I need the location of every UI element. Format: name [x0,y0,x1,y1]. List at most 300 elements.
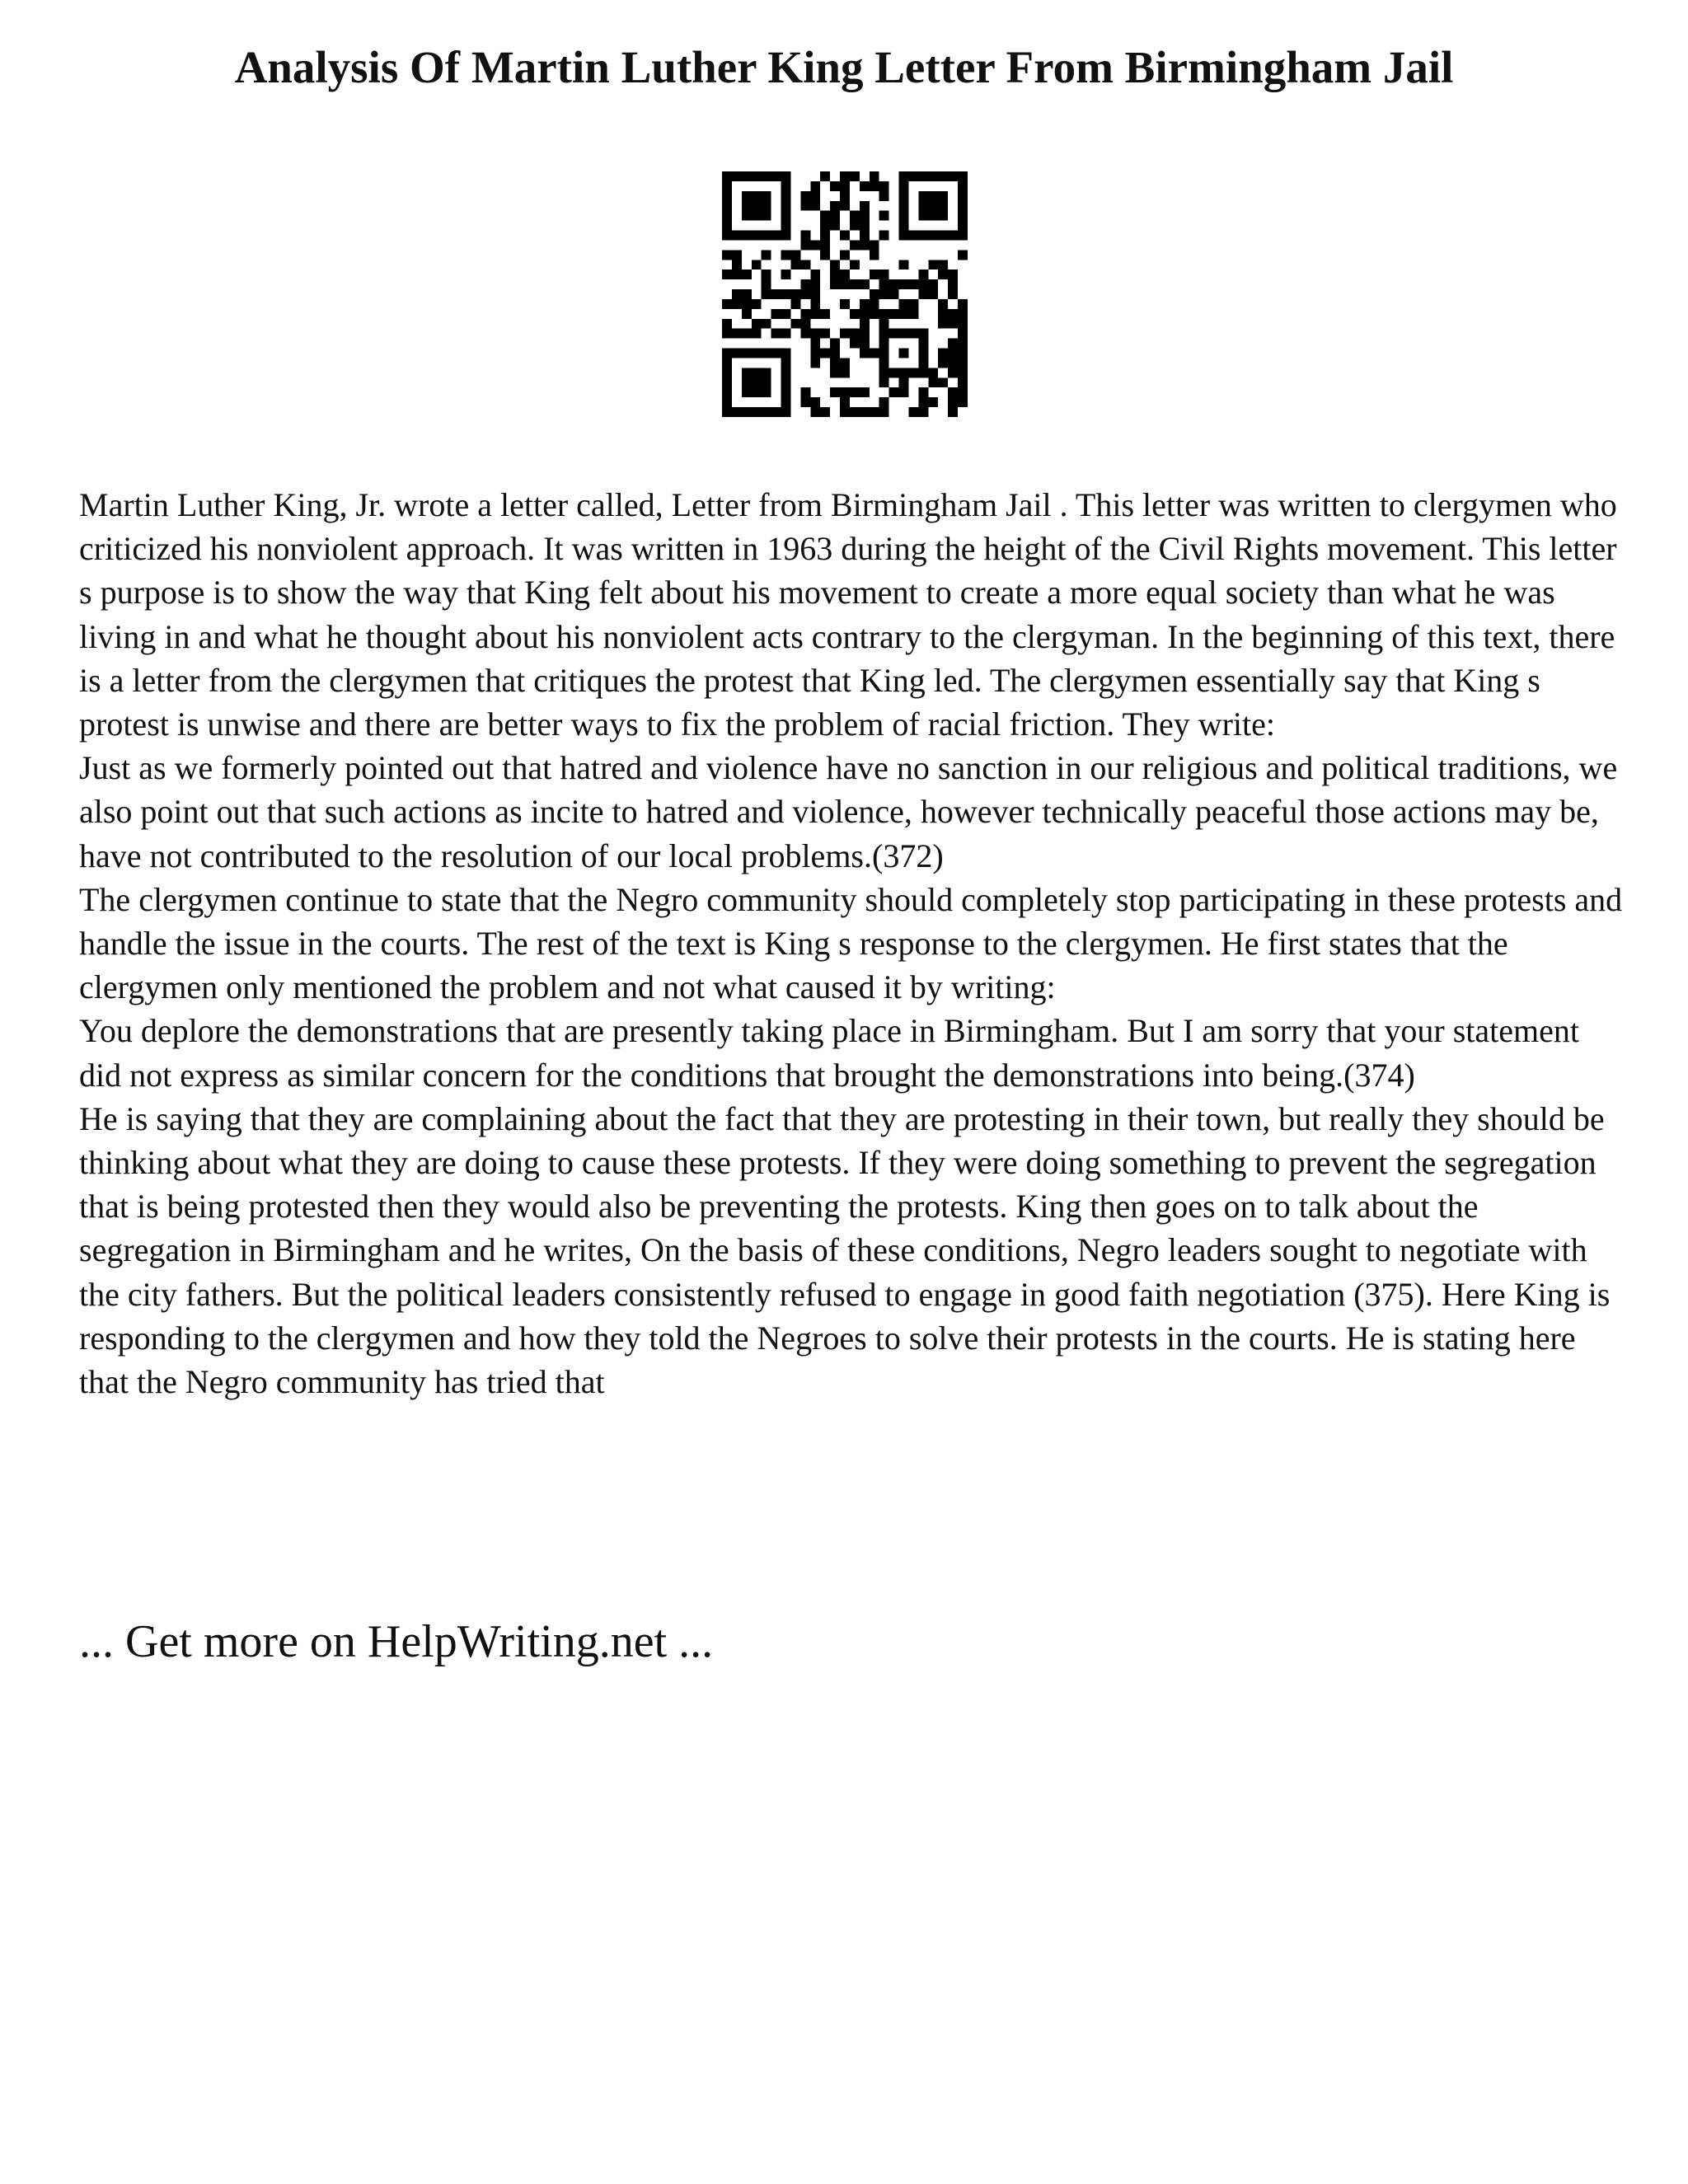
qr-module [908,171,918,181]
qr-module [800,319,810,329]
qr-module [879,211,889,221]
qr-module [850,171,860,181]
qr-module [800,279,810,289]
qr-module [830,201,840,211]
qr-module [840,181,850,191]
qr-module [810,289,820,299]
qr-module [830,260,840,269]
qr-module [752,349,762,359]
document-body [79,483,1629,1404]
qr-module [879,319,889,329]
qr-module [722,191,732,201]
qr-module [800,231,810,241]
qr-module [781,221,791,231]
qr-module [918,211,928,221]
qr-module [899,260,909,269]
qr-module [840,231,850,241]
qr-module [928,191,938,201]
qr-module [948,368,958,377]
qr-module [899,279,909,289]
qr-module [928,377,938,387]
qr-module [899,221,909,231]
qr-module [742,309,752,319]
qr-module [948,279,958,289]
qr-module [918,407,928,417]
qr-module [958,299,968,309]
qr-module [860,329,870,339]
qr-module [958,329,968,339]
qr-module [938,171,948,181]
qr-module [762,289,771,299]
qr-module [879,309,889,319]
qr-module [790,319,800,329]
qr-module [958,191,968,201]
qr-module [820,407,830,417]
qr-module [820,221,830,231]
qr-module [879,377,889,387]
qr-module [722,299,732,309]
qr-module [771,171,781,181]
qr-code-graphic [722,171,968,417]
qr-module [899,299,909,309]
qr-module [948,358,958,368]
qr-module [762,279,771,289]
qr-module [762,171,771,181]
qr-module [908,407,918,417]
qr-module [918,171,928,181]
qr-module [722,269,732,279]
qr-module [722,387,732,397]
qr-module [790,260,800,269]
qr-module [918,231,928,241]
qr-module [742,289,752,299]
qr-module [948,339,958,349]
qr-module [860,309,870,319]
qr-module [732,269,742,279]
qr-module [800,329,810,339]
qr-module [840,269,850,279]
qr-module [781,211,791,221]
qr-module [850,407,860,417]
qr-module [840,299,850,309]
qr-module [762,191,771,201]
qr-module [938,349,948,359]
qr-module [781,309,791,319]
qr-module [860,299,870,309]
qr-module [820,231,830,241]
qr-module [870,250,879,260]
qr-module [722,181,732,191]
qr-module [762,211,771,221]
qr-module [722,368,732,377]
qr-module [800,240,810,250]
qr-module [850,329,860,339]
body-paragraph: Martin Luther King, Jr. wrote a letter called, Letter from Birmingham Jail . This letter was written to clergymen who criticized his nonviolent approach. It was written in 1963 during the height of the Civil Rights movement. This letter s purpose is to show the way that King felt about his movement to create a more equal society than what he was living in and what he thought about his nonviolent acts contrary to the clergyman. In the beginning of this text, there is a letter from the clergymen that critiques the protest that King led. The clergymen essentially say that King s protest is unwise and there are better ways to fix the problem of racial friction. They write: [79,486,1617,743]
qr-module [860,240,870,250]
qr-module [742,387,752,397]
qr-module [752,201,762,211]
qr-module [781,171,791,181]
qr-module [899,309,909,319]
qr-module [918,368,928,377]
qr-module [928,368,938,377]
body-paragraph: He is saying that they are complaining about the fact that they are protesting in their town, but really they should be thinking about what they are doing to cause these protests. If they were doing something to prevent the segregation that is being protested then they would also be preventing the protests. King then goes on to talk about the segregation in Birmingham and he writes, On the basis of these conditions, Negro leaders sought to negotiate with the city fathers. But the political leaders consistently refused to engage in good faith negotiation (375). Here King is responding to the clergymen and how they told the Negroes to solve their protests in the courts. He is stating here that the Negro community has tried that [79,1099,1611,1401]
qr-module [958,211,968,221]
qr-module [810,191,820,201]
qr-module [938,299,948,309]
qr-module [762,231,771,241]
qr-module [732,250,742,260]
qr-module [830,279,840,289]
qr-module [771,349,781,359]
qr-module [860,231,870,241]
qr-module [948,397,958,407]
qr-module [889,368,899,377]
qr-module [840,397,850,407]
qr-module [938,358,948,368]
qr-module [850,279,860,289]
qr-module [928,279,938,289]
qr-module [742,191,752,201]
qr-module [742,211,752,221]
qr-module [840,387,850,397]
qr-module [879,231,889,241]
qr-module [752,211,762,221]
qr-module [879,191,889,201]
qr-module [938,309,948,319]
qr-module [752,299,762,309]
qr-module [870,181,879,191]
qr-module [810,407,820,417]
get-more-link[interactable]: ... Get more on HelpWriting.net ... [79,1616,714,1667]
qr-module [879,407,889,417]
qr-module [771,289,781,299]
qr-module [752,319,762,329]
qr-module [790,250,800,260]
qr-module [771,309,781,319]
qr-module [800,289,810,299]
qr-module [948,171,958,181]
qr-module [899,181,909,191]
qr-module [958,339,968,349]
qr-module [860,181,870,191]
qr-module [771,329,781,339]
qr-module [899,349,909,359]
qr-module [742,349,752,359]
qr-module [948,309,958,319]
qr-module [820,329,830,339]
qr-module [752,407,762,417]
qr-module [850,339,860,349]
qr-module [752,387,762,397]
qr-module [820,309,830,319]
qr-module [850,221,860,231]
qr-module [870,299,879,309]
qr-module [899,201,909,211]
qr-module [830,339,840,349]
qr-module [830,387,840,397]
qr-module [860,407,870,417]
qr-module [948,289,958,299]
qr-module [781,397,791,407]
qr-module [732,289,742,299]
qr-module [830,269,840,279]
qr-module [840,201,850,211]
qr-module [722,377,732,387]
qr-module [752,368,762,377]
qr-module [879,279,889,289]
qr-module [752,377,762,387]
qr-module [899,329,909,339]
qr-module [840,191,850,201]
qr-module [928,289,938,299]
qr-module [840,250,850,260]
qr-module [762,201,771,211]
qr-module [958,349,968,359]
qr-module [918,289,928,299]
qr-module [762,349,771,359]
qr-module [781,250,791,260]
qr-module [899,171,909,181]
qr-module [870,407,879,417]
qr-module [752,260,762,269]
qr-module [742,407,752,417]
qr-module [938,231,948,241]
qr-module [742,171,752,181]
qr-module [722,349,732,359]
qr-module [850,260,860,269]
qr-module [958,319,968,329]
body-paragraph: The clergymen continue to state that the Negro community should completely stop participating in these protests and handle the issue in the courts. The rest of the text is King s response to the clergymen. He first states that the clergymen only mentioned the problem and not what caused it by writing: [79,880,1623,1006]
qr-module [830,368,840,377]
qr-module [722,221,732,231]
qr-module [781,191,791,201]
body-quote: You deplore the demonstrations that are presently taking place in Birmingham. But I am sorry that your statement did not express as similar concern for the conditions that brought the demonstrations into being.(374) [79,1012,1579,1094]
qr-module [899,368,909,377]
qr-module [908,299,918,309]
qr-module [840,368,850,377]
qr-module [830,349,840,359]
qr-module [850,309,860,319]
qr-module [948,269,958,279]
qr-module [938,260,948,269]
qr-module [732,349,742,359]
qr-module [918,349,928,359]
qr-module [781,181,791,191]
qr-module [928,231,938,241]
qr-module [908,231,918,241]
qr-module [722,358,732,368]
qr-module [850,387,860,397]
qr-module [810,269,820,279]
qr-module [860,319,870,329]
qr-module [918,339,928,349]
qr-module [810,299,820,309]
qr-module [860,279,870,289]
qr-module [781,201,791,211]
qr-module [899,387,909,397]
qr-module [722,329,732,339]
qr-module [762,319,771,329]
qr-module [918,201,928,211]
qr-module [908,329,918,339]
qr-module [800,201,810,211]
qr-module [810,279,820,289]
body-quote: Just as we formerly pointed out that hatred and violence have no sanction in our religious and political traditions, we also point out that such actions as incite to hatred and violence, however technically peaceful those actions may be, have not contributed to the resolution of our local problems.(372) [79,749,1618,874]
qr-module [742,231,752,241]
qr-module [830,358,840,368]
qr-module [938,191,948,201]
qr-module [762,368,771,377]
qr-module [889,329,899,339]
qr-module [958,181,968,191]
qr-module [860,349,870,359]
qr-module [870,289,879,299]
qr-module [810,240,820,250]
qr-module [958,171,968,181]
qr-module [810,339,820,349]
qr-module [840,171,850,181]
qr-module [800,387,810,397]
qr-module [928,397,938,407]
qr-module [742,269,752,279]
qr-module [860,211,870,221]
qr-module [830,181,840,191]
qr-module [958,358,968,368]
qr-module [958,387,968,397]
qr-module [948,349,958,359]
qr-module [762,387,771,397]
qr-module [879,329,889,339]
qr-module [762,269,771,279]
qr-module [781,387,791,397]
qr-module [781,269,791,279]
qr-module [879,358,889,368]
qr-module [928,171,938,181]
qr-module [948,231,958,241]
qr-module [800,191,810,201]
qr-module [820,349,830,359]
qr-module [732,171,742,181]
qr-module [870,349,879,359]
qr-module [781,377,791,387]
qr-module [771,407,781,417]
qr-module [722,319,732,329]
qr-module [781,368,791,377]
qr-module [752,171,762,181]
qr-module [840,329,850,339]
qr-module [958,231,968,241]
qr-module [830,221,840,231]
qr-module [781,407,791,417]
qr-module [810,397,820,407]
qr-module [762,250,771,260]
qr-module [938,269,948,279]
qr-module [879,349,889,359]
qr-module [860,221,870,231]
qr-module [781,289,791,299]
qr-module [830,211,840,221]
qr-module [781,349,791,359]
qr-module [781,329,791,339]
qr-module [870,240,879,250]
qr-module [889,309,899,319]
qr-module [938,201,948,211]
qr-module [870,309,879,319]
qr-module [810,349,820,359]
qr-module [722,407,732,417]
qr-module [860,387,870,397]
qr-module [928,260,938,269]
qr-module [918,358,928,368]
qr-module [958,377,968,387]
qr-module [879,339,889,349]
qr-module [899,211,909,221]
qr-module [928,211,938,221]
qr-module [918,387,928,397]
qr-module [752,231,762,241]
qr-module [752,329,762,339]
qr-module [918,397,928,407]
qr-module [742,299,752,309]
document-title: Analysis Of Martin Luther King Letter From Birmingham Jail [234,42,1454,92]
qr-module [722,231,732,241]
qr-module [918,279,928,289]
qr-module [771,231,781,241]
qr-module [790,299,800,309]
qr-module [908,368,918,377]
qr-module [948,387,958,397]
qr-module [879,397,889,407]
qr-module [958,250,968,260]
qr-module [908,279,918,289]
qr-module [722,397,732,407]
qr-module [948,319,958,329]
qr-module [800,260,810,269]
qr-module [722,250,732,260]
qr-module [899,377,909,387]
qr-module [742,329,752,339]
qr-module [860,339,870,349]
qr-module [810,201,820,211]
qr-module [879,289,889,299]
qr-module [870,171,879,181]
qr-module [870,269,879,279]
qr-module [948,407,958,417]
qr-module [918,329,928,339]
qr-module [742,377,752,387]
qr-module [820,240,830,250]
qr-module [860,201,870,211]
qr-code-icon [722,171,968,417]
qr-module [850,240,860,250]
qr-module [820,250,830,260]
qr-module [908,309,918,319]
qr-module [889,279,899,289]
qr-module [810,358,820,368]
qr-module [800,397,810,407]
qr-module [722,211,732,221]
qr-module [722,171,732,181]
qr-module [781,231,791,241]
qr-module [810,309,820,319]
qr-module [781,358,791,368]
qr-module [810,329,820,339]
qr-module [742,368,752,377]
qr-module [800,309,810,319]
qr-module [742,201,752,211]
qr-module [732,231,742,241]
